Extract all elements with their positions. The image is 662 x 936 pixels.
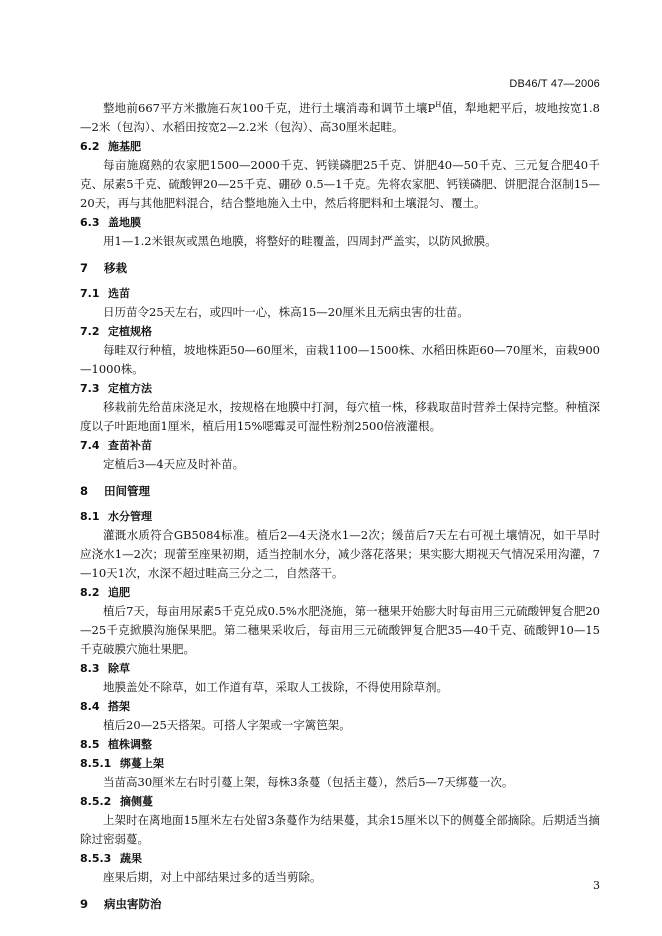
section-number: 8.5 — [80, 737, 100, 751]
section-number: 7.2 — [80, 324, 100, 338]
section-title: 田间管理 — [104, 483, 150, 498]
section-title: 移栽 — [104, 260, 127, 275]
section-title: 水分管理 — [108, 509, 152, 523]
standard-code: DB46/T 47—2006 — [509, 78, 600, 90]
section-number: 6.3 — [80, 215, 100, 229]
section-heading — [80, 259, 600, 278]
section-heading — [80, 754, 600, 773]
section-title: 定植方法 — [108, 381, 152, 395]
body-paragraph: 每亩施腐熟的农家肥1500—2000千克、钙镁磷肥25千克、饼肥40—50千克、三元复合肥40千克、尿素5千克、硫酸钾20—25千克、硼砂 0.5—1千克。先将农家肥、钙镁磷肥、饼肥混合沤制15—20天，再与其他肥料混合，结合整地施入土中，然后将肥料和土壤混匀、覆土。 — [80, 157, 600, 210]
section-title: 选苗 — [108, 286, 130, 300]
body-paragraph: 日历苗令25天左右，或四叶一心，株高15—20厘米且无病虫害的壮苗。 — [103, 304, 469, 319]
section-number: 7.4 — [80, 438, 100, 452]
section-title: 除草 — [108, 661, 130, 675]
section-title: 植株调整 — [108, 737, 152, 751]
section-number: 8 — [80, 483, 89, 498]
section-title: 追肥 — [108, 585, 130, 599]
section-heading — [80, 735, 600, 754]
body-paragraph: 当苗高30厘米左右时引蔓上架，每株3条蔓（包括主蔓），然后5—7天绑蔓一次。 — [103, 774, 514, 789]
page-number: 3 — [593, 879, 600, 892]
section-heading — [80, 213, 600, 232]
section-heading — [80, 507, 600, 526]
section-number: 8.2 — [80, 585, 100, 599]
section-heading — [80, 137, 600, 156]
body-paragraph: 每畦双行种植，坡地株距50—60厘米，亩栽1100—1500株、水稻田株距60—70厘米，亩栽900—1000株。 — [80, 342, 600, 376]
section-number: 7 — [80, 260, 89, 275]
body-paragraph: 上架时在离地面15厘米左右处留3条蔓作为结果蔓，其余15厘米以下的侧蔓全部摘除。后期适当摘除过密弱蔓。 — [80, 812, 600, 846]
section-heading — [80, 849, 600, 868]
section-number: 7.1 — [80, 286, 100, 300]
section-number: 7.3 — [80, 381, 100, 395]
section-number: 8.5.1 — [80, 756, 112, 770]
section-number: 9 — [80, 896, 89, 911]
section-title: 查苗补苗 — [108, 438, 152, 452]
body-paragraph: 灌溉水质符合GB5084标准。植后2—4天浇水1—2次；缓苗后7天左右可视土壤情况，如干旱时应浇水1—2次；现蕾至座果初期，适当控制水分，减少落花落果；果实膨大期视天气情况采用沟灌，7—10天1次，水深不超过畦高三分之二，自然落干。 — [80, 527, 600, 580]
section-title: 定植规格 — [108, 324, 152, 338]
section-heading — [80, 482, 600, 501]
body-paragraph: 整地前667平方米撒施石灰100千克，进行土壤消毒和调节土壤$P^H$值，犁地耙平后，坡地按宽1.8—2米（包沟）、水稻田按宽2—2.2米（包沟）、高30厘米起畦。 — [80, 100, 600, 134]
section-title: 病虫害防治 — [104, 896, 162, 911]
section-title: 摘侧蔓 — [120, 794, 153, 808]
document-body — [80, 96, 600, 920]
section-title: 搭架 — [108, 699, 130, 713]
section-heading — [80, 792, 600, 811]
section-heading — [80, 583, 600, 602]
section-number: 8.3 — [80, 661, 100, 675]
section-title: 蔬果 — [120, 851, 142, 865]
body-paragraph: 地膜盖处不除草，如工作道有草，采取人工拔除，不得使用除草剂。 — [103, 679, 448, 694]
section-number: 6.2 — [80, 139, 100, 153]
section-heading — [80, 895, 600, 914]
body-paragraph: 座果后期，对上中部结果过多的适当剪除。 — [103, 869, 322, 884]
section-heading — [80, 436, 600, 455]
section-number: 8.4 — [80, 699, 100, 713]
section-title: 施基肥 — [108, 139, 141, 153]
section-heading — [80, 697, 600, 716]
section-number: 8.5.2 — [80, 794, 112, 808]
section-heading — [80, 322, 600, 341]
section-number: 8.1 — [80, 509, 100, 523]
section-heading — [80, 659, 600, 678]
section-heading — [80, 284, 600, 303]
body-paragraph: 植后7天，每亩用尿素5千克兑成0.5%水肥浇施，第一穗果开始膨大时每亩用三元硫酸钾复合肥20—25千克掀膜沟施保果肥。第二穗果采收后，每亩用三元硫酸钾复合肥35—40千克、硫酸钾10—15千克破膜穴施壮果肥。 — [80, 603, 600, 656]
body-paragraph: 用1—1.2米银灰或黑色地膜，将整好的畦覆盖，四周封严盖实，以防风掀膜。 — [103, 233, 497, 248]
section-heading — [80, 379, 600, 398]
body-paragraph: 定植后3—4天应及时补苗。 — [103, 456, 245, 471]
section-number: 8.5.3 — [80, 851, 112, 865]
body-paragraph: 植后20—25天搭架。可搭人字架或一字篱笆架。 — [103, 717, 351, 732]
body-paragraph: 移栽前先给苗床浇足水，按规格在地膜中打洞，每穴植一株，移栽取苗时营养土保持完整。种植深度以子叶距地面1厘米，植后用15%噁霉灵可湿性粉剂2500倍液灌根。 — [80, 399, 600, 433]
section-title: 盖地膜 — [108, 215, 141, 229]
section-title: 绑蔓上架 — [120, 756, 164, 770]
